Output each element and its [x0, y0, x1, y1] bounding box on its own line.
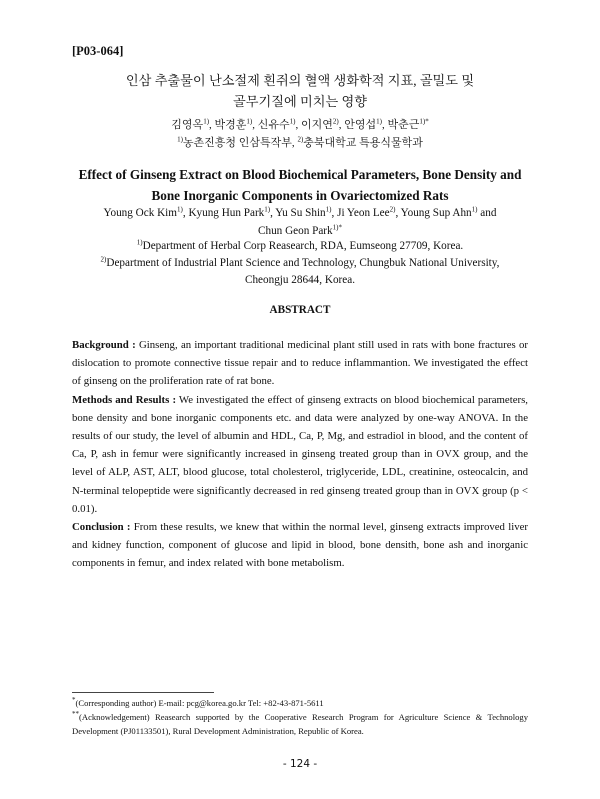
affiliation-1 — [72, 237, 528, 255]
affil-mark: 2) — [332, 117, 339, 126]
korean-author: 박경훈 — [214, 119, 247, 131]
methods-paragraph — [72, 391, 528, 518]
conclusion-text: From these results, we knew that within the normal level, ginseng extracts improved liver and kidney function, component of glucose and lipid in blood, bone densith, bone ash and inorganic components in femur, and index related with bone metabolism. — [72, 521, 528, 570]
english-title-line1: Effect of Ginseng Extract on Blood Biochemical Parameters, Bone Density and — [78, 167, 522, 182]
abstract-body — [72, 336, 528, 573]
affil-mark: 1) — [136, 238, 143, 247]
affil-mark: 1) — [177, 135, 183, 144]
methods-label: Methods and Results : — [72, 393, 177, 406]
footnote-acknowledgement — [72, 711, 528, 738]
korean-affiliations — [72, 134, 528, 150]
author-separator: , — [331, 207, 338, 219]
affil-mark: 1) — [325, 205, 332, 214]
author-separator: , — [270, 207, 276, 219]
affil-mark: 1) — [203, 117, 210, 126]
english-author: Chun Geon Park — [258, 225, 333, 237]
korean-title-line2: 골무기질에 미치는 영향 — [233, 94, 367, 109]
affiliation-1-text: Department of Herbal Corp Reasearch, RDA, Eumseong 27709, Korea. — [142, 240, 464, 252]
page-number: - 124 - — [282, 758, 318, 770]
affiliation-2 — [72, 254, 528, 272]
affil-mark: 1) — [246, 117, 253, 126]
affil-mark: 2) — [100, 255, 107, 264]
affil-mark: 1)* — [419, 117, 429, 126]
affil-mark: 2) — [297, 135, 304, 144]
korean-affiliation-1: 농촌진흥청 인삼특작부, — [182, 137, 295, 149]
conclusion-label: Conclusion : — [72, 521, 131, 534]
author-separator: and — [477, 207, 497, 219]
english-authors-line1 — [72, 204, 528, 222]
affil-mark: 1) — [289, 117, 296, 126]
korean-author: 박춘근 — [387, 119, 420, 131]
korean-authors: 김영옥$^{1)}$, 박경훈$^{1)}$, 신유수$^{1)}$, 이지연$^{2)}$, 안영섭$^{1)}$, 박춘근$^{1)*}$ — [171, 117, 429, 131]
korean-author: 이지연 — [301, 119, 333, 131]
korean-author: 안영섭 — [344, 119, 377, 131]
affil-mark: 2) — [389, 205, 396, 214]
affiliation-2-text: Department of Industrial Plant Science and Technology, Chungbuk National University, — [106, 257, 500, 269]
footnote-mark: * — [72, 696, 76, 705]
korean-affiliation-2: 충북대학교 특용식물학과 — [303, 137, 423, 149]
poster-code: [P03-064] — [72, 44, 124, 58]
english-author: Young Ock Kim — [103, 207, 177, 219]
english-title-line2: Bone Inorganic Components in Ovariectomized Rats — [151, 188, 449, 203]
author-separator: , — [182, 207, 189, 219]
affiliation-2-line2: Cheongju 28644, Korea. — [245, 274, 355, 286]
korean-author: 김영옥 — [171, 119, 204, 131]
affil-mark: 1) — [471, 205, 478, 214]
abstract-heading: ABSTRACT — [269, 304, 331, 316]
background-paragraph — [72, 336, 528, 391]
english-author: Ji Yeon Lee — [337, 207, 390, 219]
author-separator: , — [395, 207, 401, 219]
affil-mark: 1) — [376, 117, 382, 126]
footnote-1-text: (Corresponding author) E-mail: pcg@korea.go.kr Tel: +82-43-871-5611 — [75, 698, 324, 708]
footnote-corresponding — [72, 697, 528, 711]
methods-text: We investigated the effect of ginseng extracts on blood biochemical parameters, bone density and bone inorganic components etc. and data were analyzed by one-way ANOVA. In the results of our study, the level of albumin and HDL, Ca, P, Mg, and estradiol in blood, and the content of Ca, P, ash in femur were significantly increased in ginseng treated group than in OVX group, and the level of ALP, AST, ALT, blood glucose, total cholesterol, triglyceride, LDL, creatinine, osteocalcin, and N-terminal telopeptide were significantly decreased in red ginseng treated group than in OVX group (p < 0.01). — [72, 393, 528, 515]
background-text: Ginseng, an important traditional medicinal plant still used in rats with bone fractures or dislocation to promote connective tissue repair and to reduce inflammantion. We investigated the effect of ginseng on the proliferation rate of rat bone. — [72, 339, 528, 388]
affil-mark: 1) — [264, 205, 271, 214]
korean-title-line1: 인삼 추출물이 난소절제 흰쥐의 혈액 생화학적 지표, 골밀도 및 — [125, 73, 475, 88]
footnote-2-text: (Acknowledgement) Reasearch supported by the Cooperative Research Program for Agriculture Science & Technology Development (PJ01133501), Rural Development Administration, Republic of Korea. — [72, 712, 528, 736]
footnote-mark: ** — [72, 710, 79, 719]
conclusion-paragraph — [72, 518, 528, 573]
korean-author: 신유수 — [257, 119, 290, 131]
affil-mark: 1) — [177, 205, 183, 214]
english-author: Kyung Hun Park — [188, 207, 265, 219]
affil-mark: 1)* — [332, 223, 342, 232]
english-author: Yu Su Shin — [275, 207, 326, 219]
footnote-divider — [72, 692, 214, 693]
english-author: Young Sup Ahn — [400, 207, 472, 219]
background-label: Background : — [72, 339, 136, 351]
